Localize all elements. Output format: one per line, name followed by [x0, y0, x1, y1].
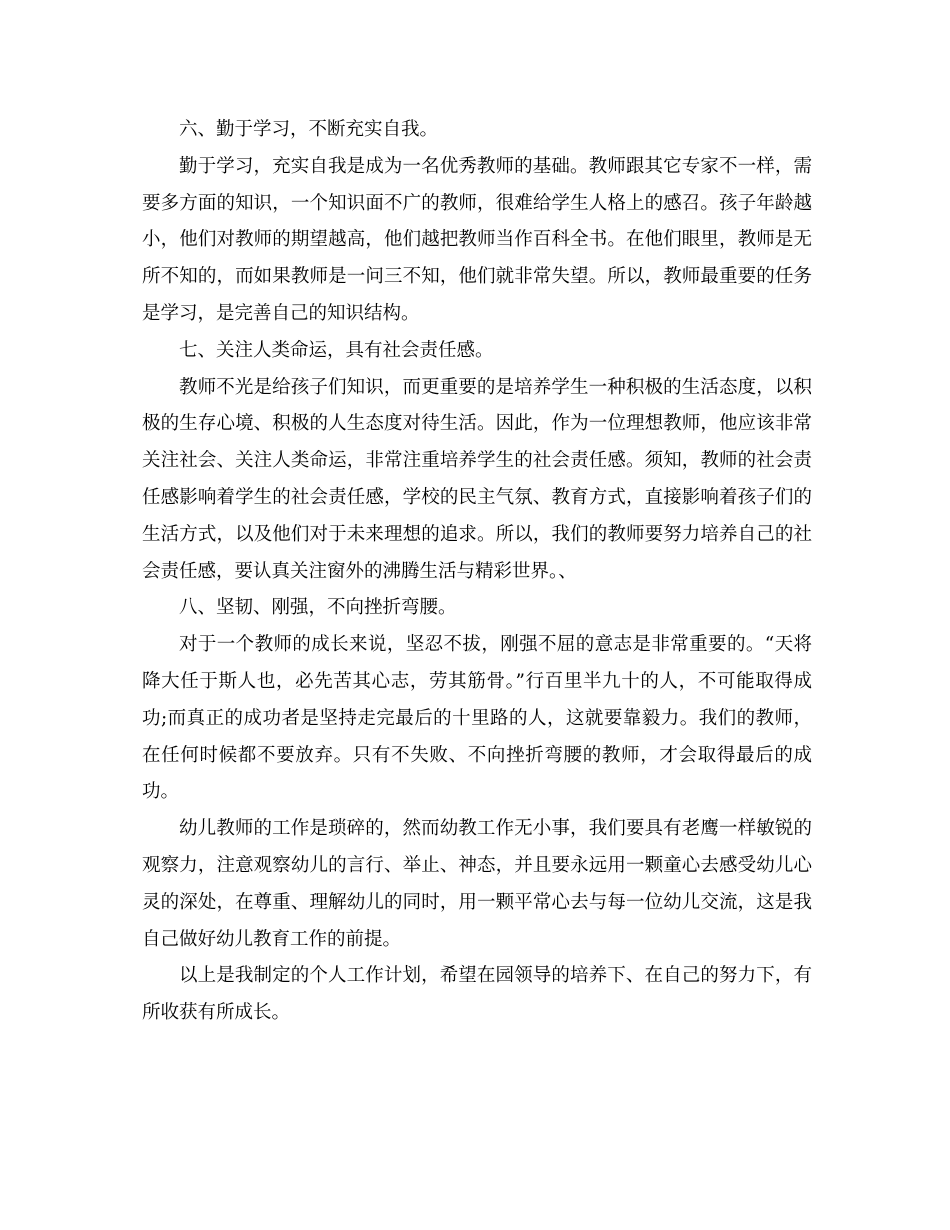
section-heading-6: 六、勤于学习，不断充实自我。: [179, 119, 439, 140]
paragraph: 幼儿教师的工作是琐碎的，然而幼教工作无小事，我们要具有老鹰一样敏锐的观察力，注意观察幼儿的言行、举止、神态，并且要永远用一颗童心去感受幼儿心灵的深处，在尊重、理解幼儿的同时，用一颗平常心去与每一位幼儿交流，这是我自己做好幼儿教育工作的前提。: [142, 818, 812, 950]
document-body: [142, 112, 812, 1032]
paragraph: 教师不光是给孩子们知识，而更重要的是培养学生一种积极的生活态度，以积极的生存心境、积极的人生态度对待生活。因此，作为一位理想教师，他应该非常关注社会、关注人类命运，非常注重培养学生的社会责任感。须知，教师的社会责任感影响着学生的社会责任感，学校的民主气氛、教育方式，直接影响着孩子们的生活方式，以及他们对于未来理想的追求。所以，我们的教师要努力培养自己的社会责任感，要认真关注窗外的沸腾生活与精彩世界。、: [142, 376, 812, 582]
closing-paragraph: 以上是我制定的个人工作计划，希望在园领导的培养下、在自己的努力下，有所收获有所成长。: [142, 965, 812, 1024]
section-heading-7: 七、关注人类命运，具有社会责任感。: [179, 339, 494, 361]
paragraph: 勤于学习，充实自我是成为一名优秀教师的基础。教师跟其它专家不一样，需要多方面的知识，一个知识面不广的教师，很难给学生人格上的感召。孩子年龄越小，他们对教师的期望越高，他们越把教师当作百科全书。在他们眼里，教师是无所不知的，而如果教师是一问三不知，他们就非常失望。所以，教师最重要的任务是学习，是完善自己的知识结构。: [142, 155, 812, 324]
paragraph: 对于一个教师的成长来说，坚忍不拔，刚强不屈的意志是非常重要的。“天将降大任于斯人也，必先苦其心志，劳其筋骨。”行百里半九十的人，不可能取得成功;而真正的成功者是坚持走完最后的十里路的人，这就要靠毅力。我们的教师，在任何时候都不要放弃。只有不失败、不向挫折弯腰的教师，才会取得最后的成功。: [142, 634, 812, 803]
section-heading-8: 八、坚韧、刚强，不向挫折弯腰。: [179, 597, 457, 619]
